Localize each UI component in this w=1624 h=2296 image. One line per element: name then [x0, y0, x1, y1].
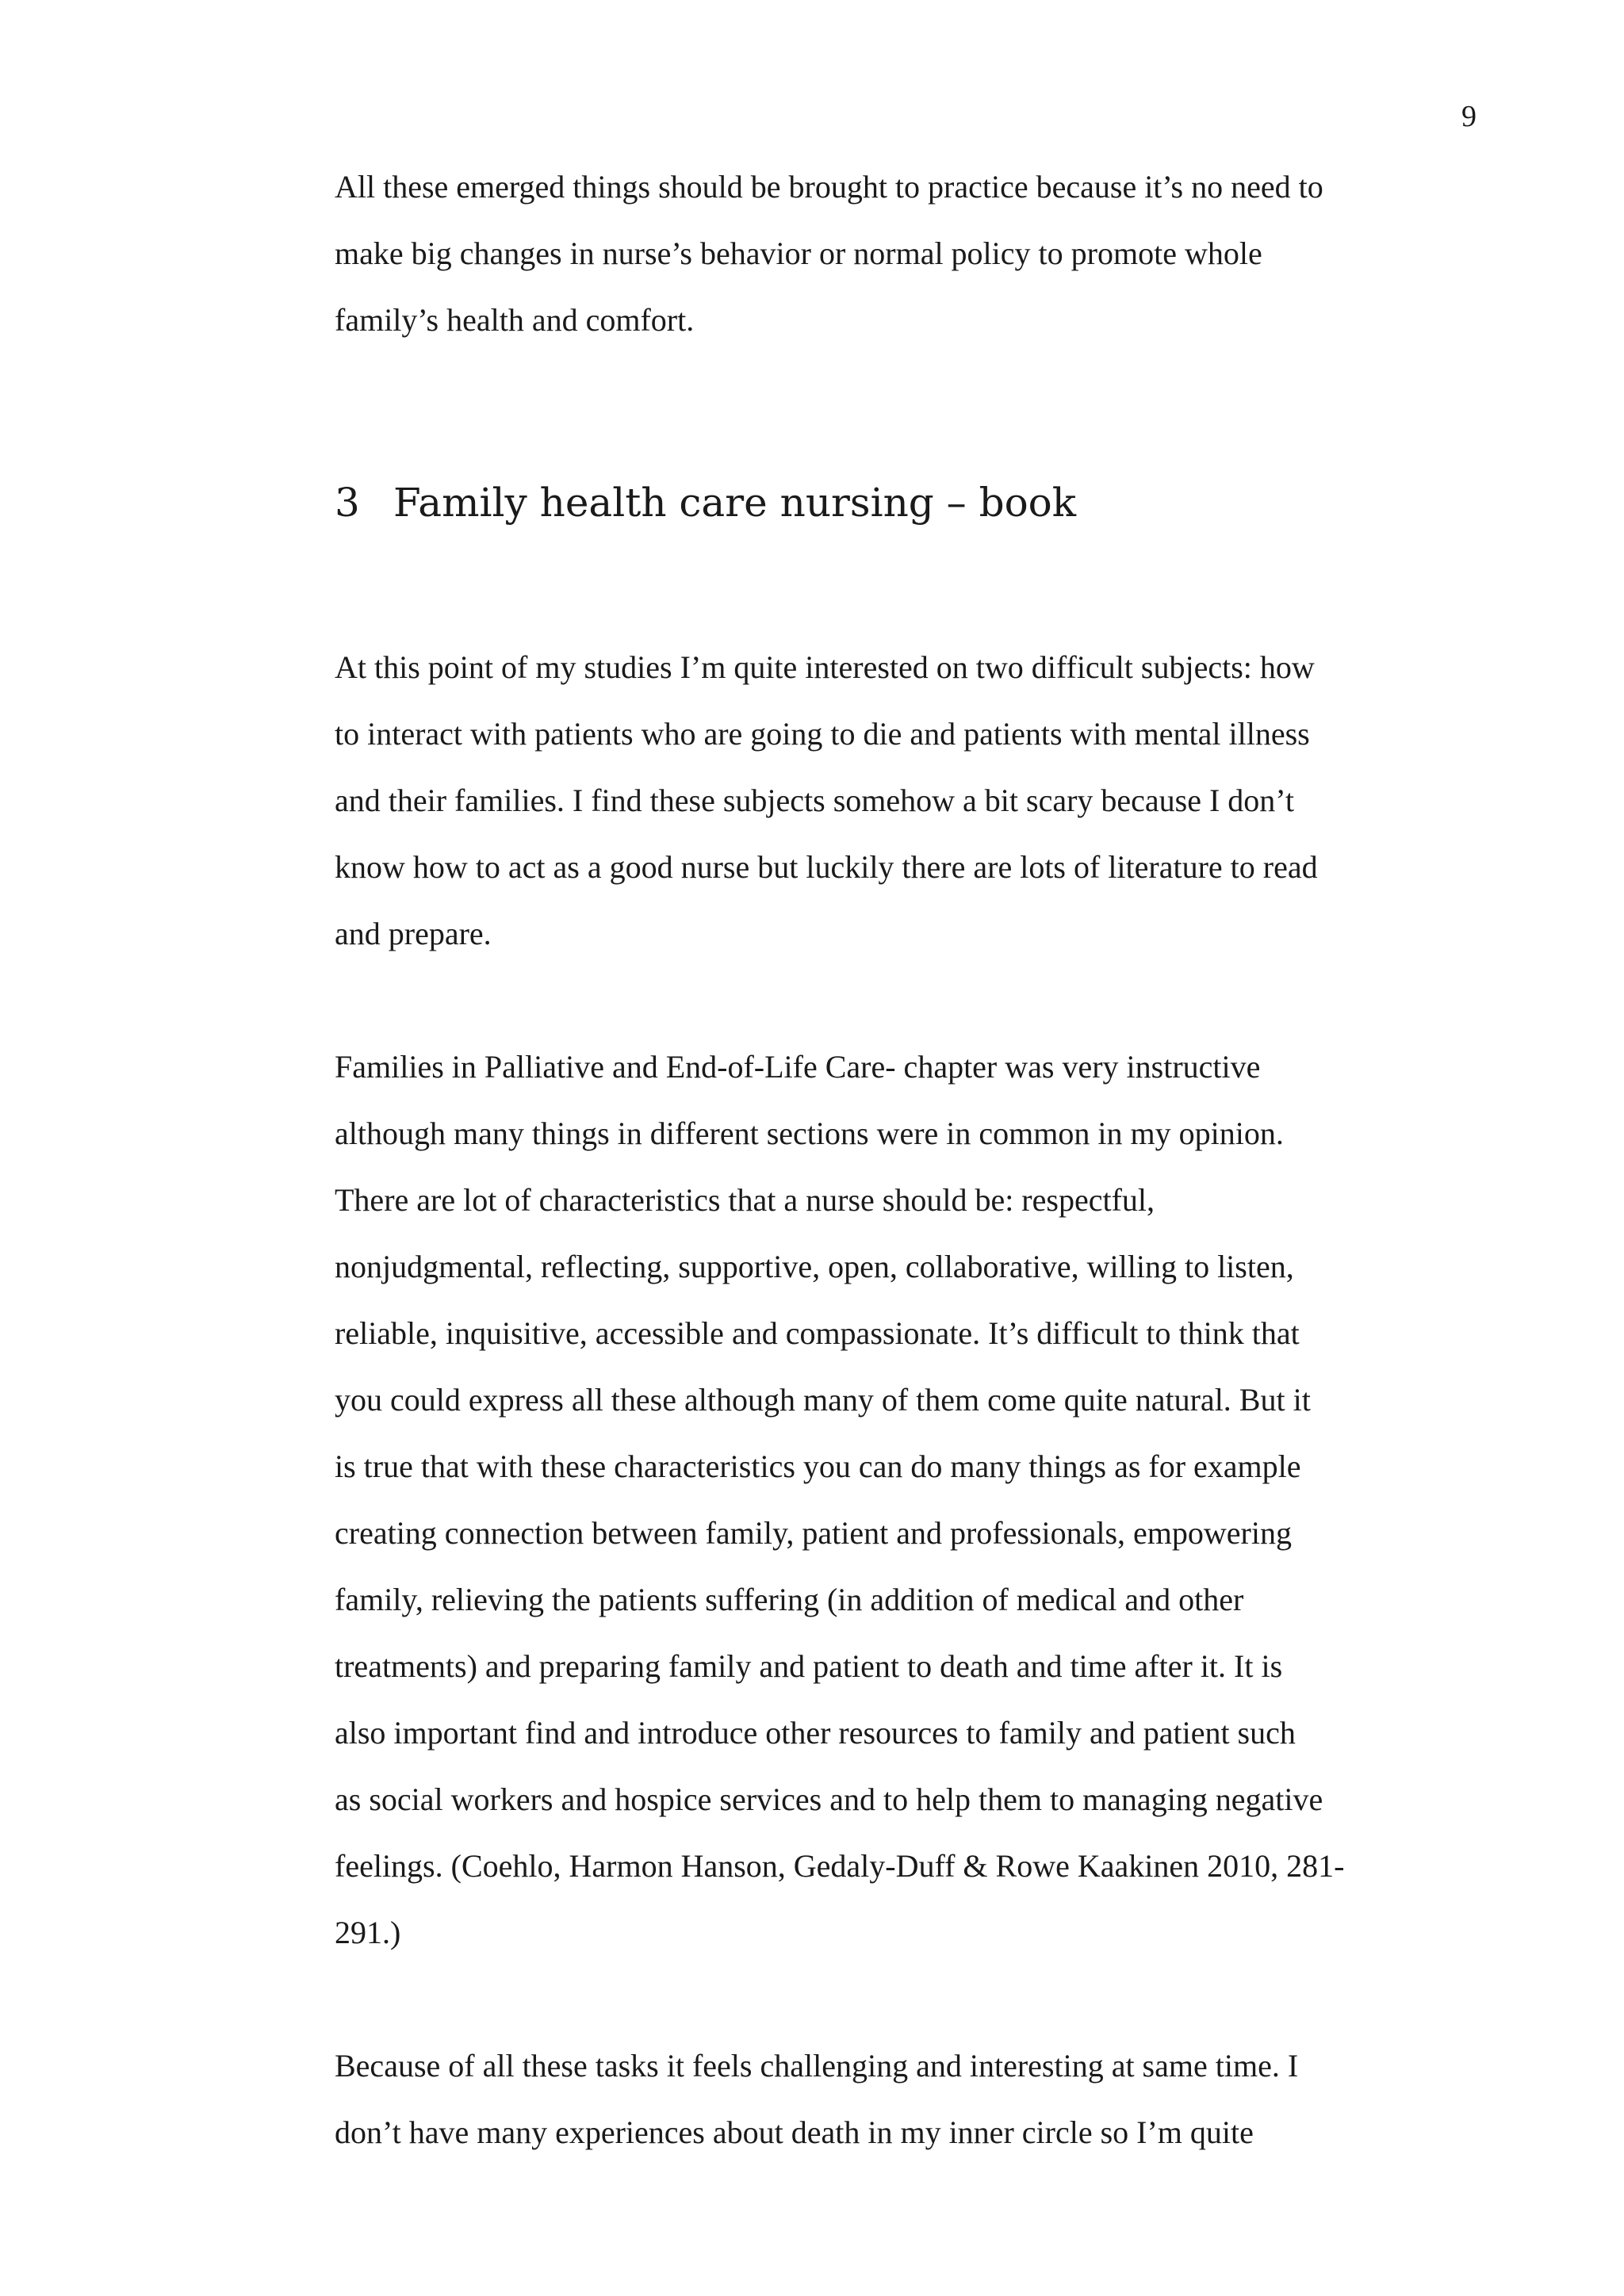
- text-line: creating connection between family, patient and professionals, empowering: [335, 1515, 1292, 1551]
- text-line: know how to act as a good nurse but luckily there are lots of literature to read: [335, 849, 1318, 885]
- text-line: reliable, inquisitive, accessible and compassionate. It’s difficult to think that: [335, 1315, 1300, 1351]
- text-line: to interact with patients who are going to die and patients with mental illness: [335, 716, 1310, 752]
- text-line: also important find and introduce other resources to family and patient such: [335, 1715, 1296, 1751]
- text-line: you could express all these although many of them come quite natural. But it: [335, 1382, 1311, 1418]
- text-line: At this point of my studies I’m quite interested on two difficult subjects: how: [335, 649, 1315, 685]
- text-line: nonjudgmental, reflecting, supportive, open, collaborative, willing to listen,: [335, 1249, 1294, 1284]
- text-line: There are lot of characteristics that a nurse should be: respectful,: [335, 1182, 1155, 1218]
- paragraph-intro: [335, 154, 1473, 354]
- section-heading: [335, 479, 1473, 526]
- paragraph-challenging: [335, 2033, 1473, 2166]
- text-line: Because of all these tasks it feels challenging and interesting at same time. I: [335, 2048, 1299, 2084]
- text-line: Families in Palliative and End-of-Life Care- chapter was very instructive: [335, 1049, 1261, 1085]
- text-line: feelings. (Coehlo, Harmon Hanson, Gedaly-Duff & Rowe Kaakinen 2010, 281-: [335, 1848, 1345, 1884]
- text-line: although many things in different sections were in common in my opinion.: [335, 1115, 1284, 1151]
- text-line: family’s health and comfort.: [335, 302, 695, 338]
- text-line: 291.): [335, 1915, 401, 1950]
- text-line: don’t have many experiences about death in my inner circle so I’m quite: [335, 2114, 1254, 2150]
- section-number: 3: [335, 480, 360, 526]
- page-number: 9: [1461, 100, 1477, 133]
- section-title: Family health care nursing – book: [393, 480, 1077, 526]
- paragraph-palliative-care: [335, 1034, 1473, 1966]
- document-body: [335, 154, 1473, 2166]
- text-line: make big changes in nurse’s behavior or normal policy to promote whole: [335, 235, 1262, 271]
- text-line: and prepare.: [335, 916, 492, 951]
- text-line: family, relieving the patients suffering (in addition of medical and other: [335, 1582, 1244, 1617]
- text-line: and their families. I find these subjects somehow a bit scary because I don’t: [335, 783, 1295, 818]
- text-line: All these emerged things should be brought to practice because it’s no need to: [335, 169, 1323, 205]
- text-line: is true that with these characteristics you can do many things as for example: [335, 1448, 1301, 1484]
- text-line: treatments) and preparing family and patient to death and time after it. It is: [335, 1648, 1283, 1684]
- text-line: as social workers and hospice services and to help them to managing negative: [335, 1781, 1323, 1817]
- paragraph-studies: [335, 634, 1473, 967]
